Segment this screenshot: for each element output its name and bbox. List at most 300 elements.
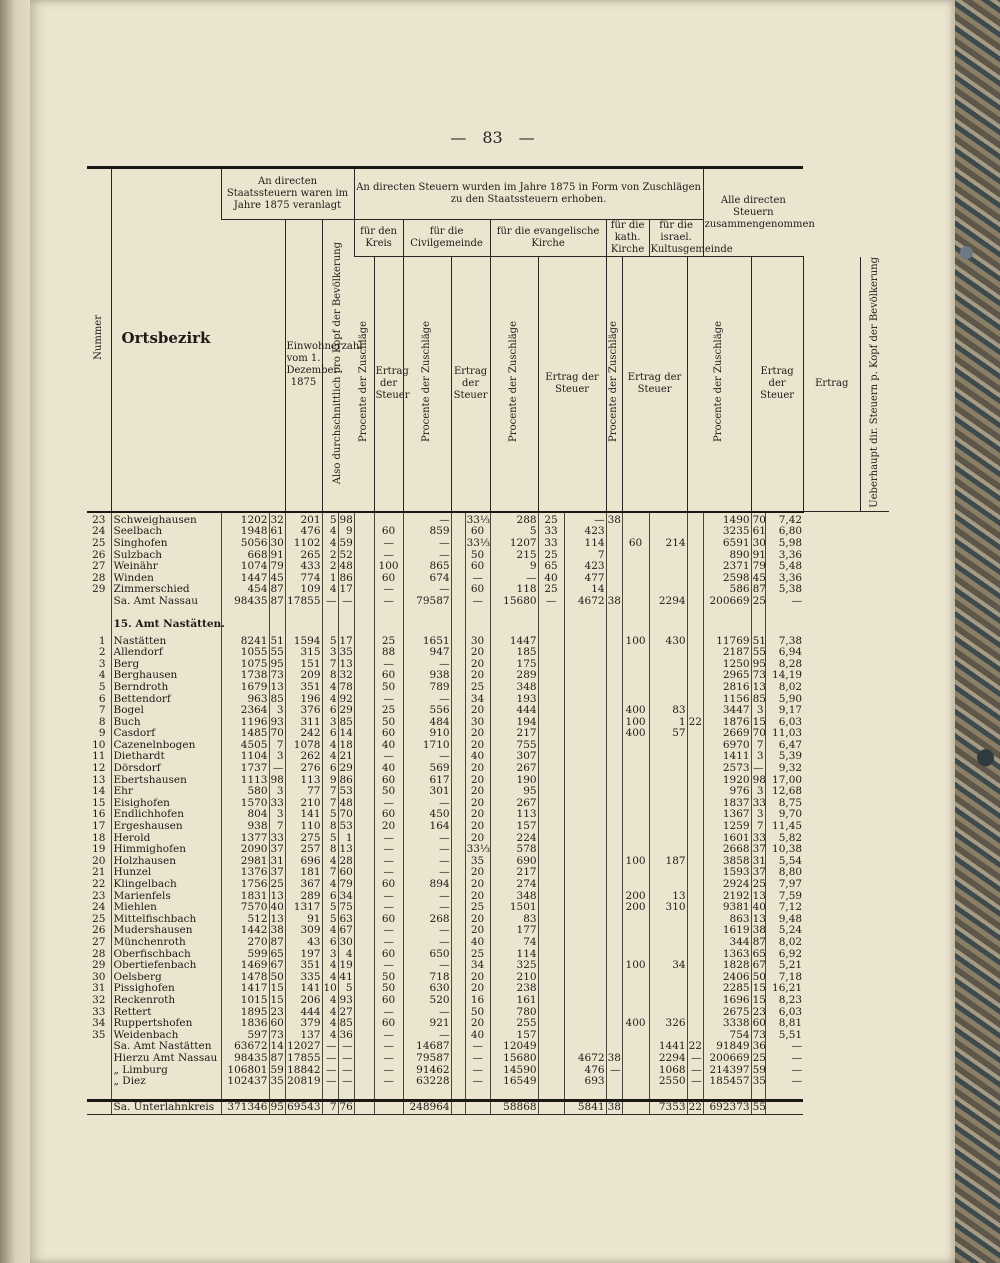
table-row	[87, 584, 889, 596]
table-cell: 157	[490, 1030, 538, 1042]
table-cell	[765, 608, 803, 636]
table-cell: 50	[465, 1007, 490, 1019]
table-cell	[451, 573, 465, 585]
table-cell: 1570	[221, 798, 269, 810]
table-cell: 65	[270, 947, 284, 960]
table-cell: Sulzbach	[111, 550, 221, 562]
table-cell	[538, 659, 564, 671]
table-cell: 4	[322, 1007, 338, 1019]
table-cell: 17	[92, 820, 106, 833]
table-cell	[564, 809, 606, 821]
table-cell: 151	[285, 659, 322, 671]
table-cell	[354, 937, 374, 949]
table-cell: 16549	[490, 1076, 538, 1088]
table-cell	[606, 763, 622, 775]
table-cell: 114	[564, 538, 606, 550]
table-row	[87, 972, 889, 984]
table-cell: 20	[465, 925, 490, 937]
table-cell: 20	[465, 740, 490, 752]
table-cell	[354, 867, 374, 879]
table-cell: Berghausen	[111, 670, 221, 682]
table-cell: 2573	[703, 763, 751, 775]
table-cell: 1	[649, 717, 687, 729]
table-cell: 1447	[490, 636, 538, 648]
table-cell: 28	[339, 854, 353, 867]
table-cell: 4	[322, 960, 338, 972]
table-cell	[564, 647, 606, 659]
table-cell	[622, 1065, 649, 1077]
table-cell	[687, 659, 703, 671]
table-cell: 200669	[703, 1053, 751, 1065]
table-cell	[622, 786, 649, 798]
table-cell: 50	[374, 983, 403, 995]
table-cell	[649, 775, 687, 787]
table-cell: 11769	[703, 636, 751, 648]
table-cell: 61	[752, 525, 766, 538]
table-cell: 2675	[703, 1007, 751, 1019]
table-cell: 690	[490, 856, 538, 868]
table-cell: 93	[270, 715, 284, 728]
table-cell: 1651	[403, 636, 451, 648]
table-cell: 520	[403, 995, 451, 1007]
table-cell: 77	[285, 786, 322, 798]
table-cell: Ebertshausen	[111, 775, 221, 787]
table-cell: —	[374, 694, 403, 706]
table-cell	[687, 995, 703, 1007]
table-cell: 326	[649, 1018, 687, 1030]
table-cell: —	[403, 891, 451, 903]
table-cell: 95	[490, 786, 538, 798]
table-cell: 5,54	[765, 856, 803, 868]
table-cell: 4	[322, 682, 338, 694]
table-cell: 13	[92, 773, 106, 786]
table-cell: —	[403, 833, 451, 845]
table-cell	[354, 1007, 374, 1019]
table-cell: Holzhausen	[111, 856, 221, 868]
table-row	[87, 949, 889, 961]
table-cell: —	[374, 1007, 403, 1019]
table-cell: 26	[92, 924, 106, 937]
table-cell	[538, 636, 564, 648]
table-cell	[538, 1007, 564, 1019]
table-cell: 1055	[221, 647, 269, 659]
table-cell: 255	[490, 1018, 538, 1030]
table-cell: Rettert	[111, 1007, 221, 1019]
table-cell: 423	[564, 526, 606, 538]
table-cell: 890	[703, 550, 751, 562]
table-cell	[606, 740, 622, 752]
table-cell	[451, 561, 465, 573]
table-cell: 60	[374, 775, 403, 787]
table-cell: Allendorf	[111, 647, 221, 659]
table-cell: 630	[403, 983, 451, 995]
table-cell: 38	[607, 513, 621, 526]
table-cell: 200669	[703, 596, 751, 608]
table-cell: 40	[270, 901, 284, 914]
table-cell	[687, 584, 703, 596]
table-cell	[285, 608, 322, 636]
sub-header-kreis: für den Kreis	[354, 220, 403, 257]
table-cell: 288	[490, 512, 538, 527]
table-cell	[538, 983, 564, 995]
table-cell: 35	[92, 1028, 106, 1041]
table-cell	[649, 561, 687, 573]
table-cell	[606, 902, 622, 914]
table-cell: 27	[92, 935, 106, 948]
table-cell: 20	[465, 1018, 490, 1030]
table-cell: 6,80	[765, 526, 803, 538]
table-cell	[354, 1065, 374, 1077]
col-header-pro-kopf: Also durchschnittlich pro Kopf der Bevölkerung	[322, 220, 354, 512]
table-cell: 40	[374, 763, 403, 775]
table-cell	[687, 608, 703, 636]
table-cell: 2	[322, 550, 338, 562]
table-cell	[87, 596, 111, 608]
table-cell: 484	[403, 717, 451, 729]
table-cell: 20	[465, 809, 490, 821]
table-cell	[649, 995, 687, 1007]
table-cell: 12027	[285, 1041, 322, 1053]
table-cell	[538, 740, 564, 752]
table-cell	[687, 670, 703, 682]
col-header-ertrag-civil: Ertrag der Steuer	[451, 257, 490, 512]
table-cell: 976	[703, 786, 751, 798]
table-cell: Zimmerschied	[111, 584, 221, 596]
table-cell: 7	[322, 867, 338, 879]
table-cell: 91849	[703, 1041, 751, 1053]
table-cell: 6,94	[765, 647, 803, 659]
table-cell	[451, 960, 465, 972]
table-cell: 2294	[649, 1053, 687, 1065]
table-cell: 512	[221, 914, 269, 926]
table-cell: 8,02	[765, 937, 803, 949]
table-cell: Endlichhofen	[111, 809, 221, 821]
table-cell: 3235	[703, 526, 751, 538]
table-cell	[354, 1018, 374, 1030]
table-cell: 718	[403, 972, 451, 984]
table-cell	[622, 608, 649, 636]
table-cell: 60	[374, 728, 403, 740]
table-cell	[538, 694, 564, 706]
table-cell	[354, 751, 374, 763]
table-cell: 13	[752, 680, 766, 693]
table-cell: 1	[322, 573, 338, 585]
table-cell: 14	[339, 727, 353, 740]
table-cell	[538, 798, 564, 810]
table-cell: 164	[403, 821, 451, 833]
table-cell: 73	[270, 1028, 284, 1041]
table-cell	[622, 1088, 649, 1101]
table-cell: 755	[490, 740, 538, 752]
table-cell	[451, 1018, 465, 1030]
table-cell: —	[322, 1041, 338, 1053]
table-cell	[538, 682, 564, 694]
table-cell	[564, 821, 606, 833]
table-cell: 275	[285, 833, 322, 845]
table-cell	[606, 670, 622, 682]
table-cell: 1920	[703, 775, 751, 787]
table-cell: 86	[339, 571, 353, 584]
table-cell: 238	[490, 983, 538, 995]
table-row	[87, 670, 889, 682]
table-cell: 14	[564, 584, 606, 596]
table-cell: 8	[322, 844, 338, 856]
table-cell: 15	[752, 982, 766, 995]
table-cell: 26	[92, 548, 106, 561]
table-cell: 28	[92, 947, 106, 960]
table-cell: —	[338, 1041, 354, 1053]
table-cell	[649, 573, 687, 585]
total-cell: 7	[322, 1101, 338, 1115]
table-cell: 20	[465, 705, 490, 717]
table-cell: 25	[538, 512, 564, 527]
table-cell: 87	[270, 583, 284, 596]
table-cell	[606, 1030, 622, 1042]
table-cell: 423	[564, 561, 606, 573]
table-cell: 95	[752, 657, 766, 670]
table-cell: 79	[270, 560, 284, 573]
table-cell: 863	[703, 914, 751, 926]
table-cell: 1417	[221, 983, 269, 995]
table-cell: 1710	[403, 740, 451, 752]
table-cell	[606, 538, 622, 550]
table-cell	[649, 647, 687, 659]
table-cell	[564, 705, 606, 717]
table-cell: 17,00	[765, 775, 803, 787]
table-cell	[538, 856, 564, 868]
table-cell	[451, 867, 465, 879]
table-cell: 22	[92, 878, 106, 891]
table-cell: 268	[403, 914, 451, 926]
table-cell	[538, 809, 564, 821]
table-cell	[538, 1076, 564, 1088]
table-cell	[687, 1018, 703, 1030]
table-cell: —	[465, 1041, 490, 1053]
table-row	[87, 705, 889, 717]
table-cell: 33⅓	[466, 536, 491, 549]
table-cell: 10	[92, 738, 106, 751]
table-cell: 15	[752, 993, 766, 1006]
table-cell: Weidenbach	[111, 1030, 221, 1042]
table-cell: 20	[92, 854, 106, 867]
table-cell: 14590	[490, 1065, 538, 1077]
table-cell	[606, 821, 622, 833]
table-cell	[606, 937, 622, 949]
table-cell: 8241	[221, 636, 269, 648]
table-cell	[285, 1088, 322, 1101]
table-cell: Casdorf	[111, 728, 221, 740]
table-row	[87, 775, 889, 787]
table-cell	[687, 526, 703, 538]
table-cell: 36	[752, 1040, 766, 1053]
table-cell: 9,70	[765, 809, 803, 821]
table-cell: 50	[374, 786, 403, 798]
total-cell: 38	[607, 1101, 621, 1114]
table-cell: 1	[338, 833, 354, 845]
table-cell: 37	[752, 843, 766, 856]
table-cell: 348	[490, 891, 538, 903]
table-cell: 98435	[221, 1053, 269, 1065]
table-cell	[354, 972, 374, 984]
table-cell	[322, 608, 338, 636]
table-cell: Herold	[111, 833, 221, 845]
table-cell: 400	[622, 728, 649, 740]
table-cell	[564, 833, 606, 845]
table-cell	[564, 751, 606, 763]
table-cell: 60	[374, 809, 403, 821]
table-cell	[87, 608, 111, 636]
table-cell: 17855	[285, 1053, 322, 1065]
table-cell	[564, 1088, 606, 1101]
table-cell: 1619	[703, 925, 751, 937]
table-cell: —	[403, 584, 451, 596]
table-cell: 98435	[221, 596, 269, 608]
table-cell: 98	[270, 773, 284, 786]
col-header-ertrag-alle: Ertrag	[803, 257, 860, 512]
table-cell: 40	[465, 751, 490, 763]
table-cell	[538, 647, 564, 659]
table-cell	[622, 879, 649, 891]
table-cell: 4	[322, 584, 338, 596]
table-cell: 30	[92, 970, 106, 983]
table-row	[87, 786, 889, 798]
table-cell	[606, 608, 622, 636]
table-cell: 25	[465, 949, 490, 961]
table-cell	[606, 972, 622, 984]
table-cell: 8,23	[765, 995, 803, 1007]
dash-left: —	[450, 128, 467, 147]
table-cell: 25	[374, 636, 403, 648]
table-cell: 2669	[703, 728, 751, 740]
col-header-staatssteuern-betrag	[221, 220, 285, 512]
table-cell: 351	[285, 960, 322, 972]
table-cell: 938	[403, 670, 451, 682]
table-cell	[354, 526, 374, 538]
table-cell: —	[374, 856, 403, 868]
table-cell	[564, 844, 606, 856]
table-cell	[354, 821, 374, 833]
book-page	[30, 0, 955, 1263]
table-cell: 367	[285, 879, 322, 891]
table-cell: 1259	[703, 821, 751, 833]
table-cell: 59	[270, 1063, 284, 1076]
table-cell: 95	[270, 657, 284, 670]
table-cell: 25	[92, 912, 106, 925]
table-cell	[606, 833, 622, 845]
table-cell: 4505	[221, 740, 269, 752]
table-cell: —	[465, 573, 490, 585]
table-cell: 4	[322, 1030, 338, 1042]
table-cell	[564, 670, 606, 682]
total-cell: 7353	[649, 1101, 687, 1115]
table-cell: 20	[465, 647, 490, 659]
table-row	[87, 740, 889, 752]
table-row	[87, 573, 889, 585]
table-cell	[451, 636, 465, 648]
table-row	[87, 798, 889, 810]
table-cell: 33	[92, 1005, 106, 1018]
table-cell: 6	[322, 728, 338, 740]
table-cell: 1207	[490, 538, 538, 550]
table-cell	[687, 809, 703, 821]
table-cell: Seelbach	[111, 526, 221, 538]
table-cell: 16	[465, 995, 490, 1007]
total-cell: 692373	[703, 1101, 751, 1115]
table-cell	[538, 775, 564, 787]
table-cell	[606, 914, 622, 926]
table-cell: 5,51	[765, 1030, 803, 1042]
table-cell: 9	[490, 561, 538, 573]
table-cell: 2550	[649, 1076, 687, 1088]
dash-right: —	[518, 128, 535, 147]
table-cell	[354, 786, 374, 798]
table-cell: 650	[403, 949, 451, 961]
table-cell	[538, 937, 564, 949]
table-cell: 1485	[221, 728, 269, 740]
table-cell: 11,45	[765, 821, 803, 833]
table-cell: 100	[374, 561, 403, 573]
table-cell: 34	[92, 1017, 106, 1030]
table-cell: 1377	[221, 833, 269, 845]
table-cell	[322, 1088, 338, 1101]
total-cell: 5841	[564, 1101, 606, 1115]
table-cell	[622, 1030, 649, 1042]
table-cell: —	[403, 856, 451, 868]
table-cell: 200	[622, 891, 649, 903]
table-cell: 1737	[221, 763, 269, 775]
table-cell: 79587	[403, 1053, 451, 1065]
table-cell: 5	[322, 809, 338, 821]
col-header-ueberhaupt: Ueberhaupt dir. Steuern p. Kopf der Bevölkerung	[860, 257, 889, 512]
table-cell	[622, 550, 649, 562]
table-cell: 70	[270, 727, 284, 740]
table-cell: Ehr	[111, 786, 221, 798]
table-cell: 35	[752, 1075, 766, 1088]
table-cell	[564, 914, 606, 926]
table-cell: 5	[322, 902, 338, 914]
table-cell: 92	[339, 692, 353, 705]
table-cell	[606, 879, 622, 891]
table-cell: 29	[339, 704, 353, 717]
table-cell: —	[564, 512, 606, 527]
table-cell	[451, 798, 465, 810]
table-cell: 2924	[703, 879, 751, 891]
table-cell: Sa. Amt Nassau	[111, 596, 221, 608]
section-title: 15. Amt Nastätten.	[111, 608, 221, 636]
table-cell: 85	[270, 692, 284, 705]
table-cell	[111, 1088, 221, 1101]
table-cell: 50	[374, 682, 403, 694]
table-cell: 23	[92, 889, 106, 902]
table-cell	[649, 821, 687, 833]
table-cell: 267	[490, 763, 538, 775]
table-cell: 91462	[403, 1065, 451, 1077]
table-cell: 91	[285, 914, 322, 926]
table-cell: —	[403, 925, 451, 937]
table-cell: —	[465, 1065, 490, 1077]
table-cell: —	[403, 751, 451, 763]
table-cell	[606, 949, 622, 961]
table-cell: —	[403, 659, 451, 671]
table-cell	[649, 983, 687, 995]
table-cell	[451, 925, 465, 937]
table-cell	[606, 550, 622, 562]
table-cell	[538, 879, 564, 891]
table-cell: 25	[465, 682, 490, 694]
table-cell	[403, 1088, 451, 1101]
table-cell	[622, 914, 649, 926]
table-cell: 4672	[564, 596, 606, 608]
